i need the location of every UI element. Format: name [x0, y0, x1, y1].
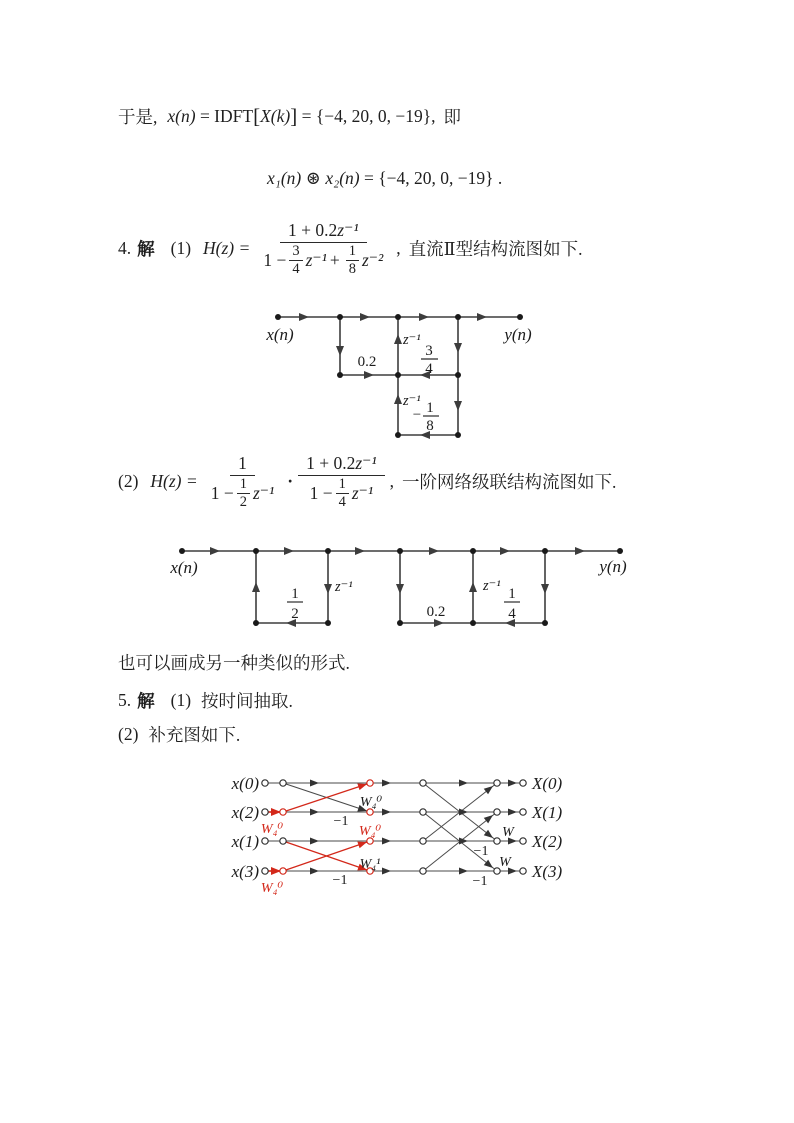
- bracket-left: [: [253, 104, 261, 128]
- fraction-denominator: [255, 243, 391, 278]
- neg1-stage2-row4: −1: [472, 874, 488, 889]
- math-sequence-values: = {−4, 20, 0, −19},: [297, 106, 436, 126]
- math-Hz-lhs: H(z) =: [203, 238, 251, 259]
- coeff-1-4-fraction: [504, 586, 520, 622]
- fraction-denominator: [302, 476, 382, 511]
- fft-input-x1: x(1): [231, 832, 259, 851]
- den-z: z⁻¹: [351, 483, 374, 504]
- frac-num: 1: [291, 586, 299, 602]
- item-number: (2): [118, 471, 139, 492]
- math-xn: x(n): [167, 106, 196, 126]
- sf-num: 3: [289, 244, 302, 261]
- math-Xk: X(k): [260, 106, 291, 126]
- coeff-1-2-fraction: [287, 586, 303, 622]
- transfer-function-fraction: [255, 219, 391, 278]
- twiddle-w40-input-bottom: W₄⁰: [260, 881, 284, 896]
- num-z: z⁻¹: [337, 220, 359, 240]
- minus-sign: −: [412, 407, 422, 423]
- sf-num: 1: [237, 477, 250, 494]
- cascade-fraction-a: [203, 452, 283, 511]
- item-number: (1): [170, 690, 192, 710]
- fft-butterfly-diagram: [215, 762, 595, 904]
- small-fraction-1-2: [237, 477, 250, 510]
- math-result-values: = {−4, 20, 0, −19} .: [359, 168, 503, 188]
- den-lead: 1 −: [263, 250, 287, 271]
- small-fraction-1-8: [346, 244, 359, 277]
- frac-num: 1: [426, 400, 434, 416]
- bracket-right: ]: [290, 104, 298, 128]
- item-number: (1): [170, 238, 192, 259]
- twiddle-w41-stage1: W₄¹: [359, 857, 381, 872]
- text-supplementary-figure: 补充图如下.: [148, 725, 241, 745]
- den-plus: +: [329, 250, 340, 271]
- den-z1: z⁻¹: [305, 250, 327, 271]
- sf-num: 1: [336, 477, 349, 494]
- delay-z1-label: z⁻¹: [403, 332, 421, 348]
- fraction-numerator: [298, 452, 385, 476]
- frac-den: 4: [425, 361, 433, 377]
- sf-den: 4: [292, 261, 300, 278]
- comma: ,: [389, 471, 395, 492]
- math-x2n: x₂(n): [325, 168, 360, 188]
- neg1-row4: −1: [332, 873, 348, 888]
- twiddle-w40-stage1-red: W₄⁰: [358, 824, 382, 839]
- twiddle-w40-input-top: W₄⁰: [260, 822, 284, 837]
- sf-den: 8: [348, 261, 356, 278]
- text-yushi: 于是,: [118, 107, 158, 127]
- num-coeff: 1 + 0.2: [288, 220, 338, 240]
- fraction-numerator: [280, 219, 367, 243]
- jie-label: 解: [137, 691, 155, 711]
- fft-output-X2: X(2): [532, 832, 563, 851]
- fraction-numerator: 1: [230, 452, 255, 476]
- math-Hz-lhs: H(z) =: [150, 471, 198, 492]
- fft-output-X3: X(3): [532, 862, 563, 881]
- frac-den: 8: [426, 418, 434, 434]
- math-eq-idft: = IDFT: [195, 106, 254, 126]
- solution5-heading: [118, 688, 293, 713]
- flow-nodes: [275, 314, 523, 438]
- twiddle-w40-stage1: W₄⁰: [359, 795, 383, 810]
- neg1-row2: −1: [333, 814, 349, 829]
- frac-den: 4: [508, 606, 516, 622]
- stage1-diagonals: [283, 783, 370, 871]
- twiddle-w-stage2-row3: W: [502, 825, 514, 840]
- den-lead: 1 −: [309, 483, 333, 504]
- num-z: z⁻¹: [355, 453, 377, 473]
- twiddle-w-stage2-row4: W: [499, 855, 511, 870]
- circled-asterisk-operator: ⊛: [301, 168, 326, 188]
- coeff-3-4-fraction: [421, 343, 438, 377]
- comma: ,: [396, 238, 401, 259]
- text-cascade-form: 一阶网络级联结构流图如下.: [402, 472, 617, 493]
- solution4-part2: [118, 452, 616, 511]
- input-label: x(n): [266, 325, 294, 344]
- frac-num: 3: [425, 343, 433, 359]
- text-ji: 即: [443, 107, 461, 127]
- fft-output-X1: X(1): [532, 803, 563, 822]
- sf-num: 1: [346, 244, 359, 261]
- fft-output-X0: X(0): [532, 774, 563, 793]
- jie-label: 解: [137, 239, 155, 260]
- gain-0p2-label: 0.2: [426, 604, 446, 620]
- text-direct-form-ii: 直流Ⅱ型结构流图如下.: [408, 239, 583, 260]
- note-text: 也可以画成另一种类似的形式.: [118, 653, 350, 673]
- problem-number: 4.: [118, 238, 132, 259]
- node-circles: [262, 780, 526, 874]
- den-lead: 1 −: [210, 483, 234, 504]
- frac-den: 2: [291, 606, 299, 622]
- sf-den: 2: [239, 494, 247, 511]
- fraction-denominator: [203, 476, 283, 511]
- flow-arrows: [210, 547, 585, 627]
- output-label: y(n): [599, 557, 627, 576]
- equation-circular-convolution: [267, 168, 502, 189]
- note-alternative-form: [118, 650, 350, 675]
- fft-input-x0: x(0): [231, 774, 259, 793]
- sf-den: 4: [338, 494, 346, 511]
- delay-z2-label: z⁻¹: [483, 578, 501, 594]
- multiplication-dot: ·: [287, 471, 294, 492]
- num-coeff: 1 + 0.2: [306, 453, 356, 473]
- input-label: x(n): [170, 558, 198, 577]
- fft-input-x3: x(3): [231, 862, 259, 881]
- item-number: (2): [118, 724, 139, 744]
- solution5-part2: [118, 722, 240, 747]
- small-fraction-3-4: [289, 244, 302, 277]
- frac-num: 1: [508, 586, 516, 602]
- delay-z1-label: z⁻¹: [335, 579, 353, 595]
- problem-number: 5.: [118, 690, 132, 710]
- solution4-heading: [118, 219, 582, 278]
- math-x1n: x₁(n): [267, 168, 302, 188]
- neg1-stage2-row3: −1: [473, 844, 489, 859]
- text-decimation-in-time: 按时间抽取.: [201, 691, 293, 711]
- delay-z2-label: z⁻¹: [403, 393, 421, 409]
- den-z2: z⁻²: [362, 250, 384, 271]
- output-label: y(n): [504, 325, 532, 344]
- cascade-flow-graph: [150, 540, 640, 636]
- fft-input-x2: x(2): [231, 803, 259, 822]
- den-z: z⁻¹: [252, 483, 275, 504]
- cascade-fraction-b: [298, 452, 385, 511]
- small-fraction-1-4: [336, 477, 349, 510]
- direct-form-ii-flow-graph: [240, 300, 540, 452]
- text-line-idft: [118, 104, 461, 129]
- gain-0p2-label: 0.2: [357, 354, 377, 370]
